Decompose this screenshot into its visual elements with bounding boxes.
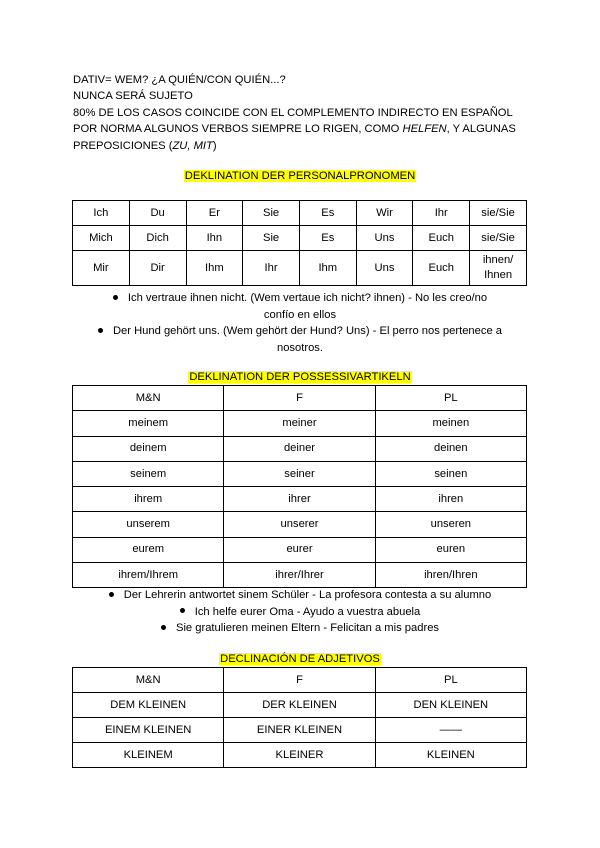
table-cell: KLEINER	[224, 743, 375, 768]
table-cell: Wir	[356, 201, 413, 226]
table-row	[73, 201, 527, 226]
table-header-cell: M&N	[73, 386, 224, 411]
table-row	[73, 512, 527, 537]
bullet-icon	[109, 592, 114, 597]
table-cell: Ich	[73, 201, 130, 226]
table-cell: eurem	[73, 537, 224, 562]
table-row	[73, 718, 527, 743]
table-row	[73, 226, 527, 251]
table-cell: Ihm	[186, 251, 243, 286]
table-header-cell: PL	[375, 668, 526, 693]
table-cell: Uns	[356, 251, 413, 286]
table-cell: Er	[186, 201, 243, 226]
possessive-articles-heading: DEKLINATION DER POSSESSIVARTIKELN	[189, 371, 411, 383]
table-cell: sie/Sie	[470, 226, 527, 251]
table-row	[73, 411, 527, 436]
table-row	[73, 251, 527, 286]
table-header-cell: F	[224, 668, 375, 693]
table-cell: Mich	[73, 226, 130, 251]
table-row	[73, 537, 527, 562]
intro-line-sujeto: NUNCA SERÁ SUJETO	[73, 90, 193, 103]
bullet-icon	[113, 295, 118, 300]
table-cell: Sie	[243, 226, 300, 251]
table-cell: KLEINEM	[73, 743, 224, 768]
table-cell: meinen	[375, 411, 526, 436]
table-cell: ihrem	[73, 487, 224, 512]
list-item-continuation: nosotros.	[276, 341, 324, 354]
intro-block	[73, 72, 543, 154]
table-cell: seinen	[375, 461, 526, 486]
table-cell: ihrem/Ihrem	[73, 563, 224, 588]
intro-line-dativ: DATIV= WEM? ¿A QUIÉN/CON QUIÉN...?	[73, 74, 286, 86]
table-cell: unserem	[73, 512, 224, 537]
table-cell: euren	[375, 537, 526, 562]
intro-line-verbos: POR NORMA ALGUNOS VERBOS SIEMPRE LO RIGEN, COMO HELFEN, Y ALGUNAS	[73, 123, 516, 136]
table-cell: deiner	[224, 436, 375, 461]
intro-line-preposiciones: PREPOSICIONES (ZU, MIT)	[73, 139, 217, 152]
table-row	[73, 693, 527, 718]
bullet-icon	[98, 328, 103, 333]
list-item: Ich vertraue ihnen nicht. (Wem vertaue ich nicht? ihnen) - No les creo/no	[0, 290, 600, 307]
table-cell: ihrer	[224, 487, 375, 512]
table-cell: Es	[299, 201, 356, 226]
table-cell: KLEINEN	[375, 743, 526, 768]
table-cell: seiner	[224, 461, 375, 486]
personal-examples-list	[0, 290, 600, 356]
bullet-icon	[180, 608, 185, 613]
list-item: Der Hund gehört uns. (Wem gehört der Hund? Uns) - El perro nos pertenece a	[0, 323, 600, 340]
bullet-icon	[161, 625, 166, 630]
adjectives-table	[72, 667, 527, 768]
table-cell: Ihm	[299, 251, 356, 286]
table-row	[73, 461, 527, 486]
table-cell: Ihr	[413, 201, 470, 226]
table-cell: Dir	[129, 251, 186, 286]
table-cell: Du	[129, 201, 186, 226]
table-cell: Dich	[129, 226, 186, 251]
personal-pronouns-table	[72, 200, 527, 286]
table-cell: meiner	[224, 411, 375, 436]
table-cell: ——	[375, 718, 526, 743]
table-cell: ihren	[375, 487, 526, 512]
table-row	[73, 563, 527, 588]
table-cell: Ihn	[186, 226, 243, 251]
table-cell: DER KLEINEN	[224, 693, 375, 718]
table-header-cell: M&N	[73, 668, 224, 693]
table-cell: ihnen/ Ihnen	[470, 251, 527, 286]
table-cell: Euch	[413, 226, 470, 251]
table-row	[73, 487, 527, 512]
adjectives-heading: DECLINACIÓN DE ADJETIVOS	[220, 653, 380, 665]
table-header-cell: PL	[375, 386, 526, 411]
possessive-articles-table	[72, 385, 527, 588]
table-cell: DEN KLEINEN	[375, 693, 526, 718]
table-header-row	[73, 386, 527, 411]
table-row	[73, 743, 527, 768]
list-item: Der Lehrerin antwortet sinem Schüler - La profesora contesta a su alumno	[0, 587, 600, 604]
table-cell: deinem	[73, 436, 224, 461]
table-cell: Mir	[73, 251, 130, 286]
table-cell: sie/Sie	[470, 201, 527, 226]
list-item-continuation: confío en ellos	[263, 308, 337, 321]
table-cell: seinem	[73, 461, 224, 486]
table-header-row	[73, 668, 527, 693]
table-cell: DEM KLEINEN	[73, 693, 224, 718]
table-cell: Uns	[356, 226, 413, 251]
personal-pronouns-heading: DEKLINATION DER PERSONALPRONOMEN	[184, 170, 416, 182]
table-cell: Es	[299, 226, 356, 251]
intro-line-porcentaje: 80% DE LOS CASOS COINCIDE CON EL COMPLEMENTO INDIRECTO EN ESPAÑOL	[73, 106, 513, 119]
table-cell: ihren/Ihren	[375, 563, 526, 588]
table-cell: EINER KLEINEN	[224, 718, 375, 743]
table-cell: meinem	[73, 411, 224, 436]
table-header-cell: F	[224, 386, 375, 411]
table-cell: unseren	[375, 512, 526, 537]
list-item: Ich helfe eurer Oma - Ayudo a vuestra abuela	[0, 604, 600, 621]
table-cell: eurer	[224, 537, 375, 562]
table-cell: ihrer/Ihrer	[224, 563, 375, 588]
table-cell: Euch	[413, 251, 470, 286]
table-cell: EINEM KLEINEN	[73, 718, 224, 743]
possessive-examples-list	[0, 587, 600, 637]
table-cell: Ihr	[243, 251, 300, 286]
table-cell: Sie	[243, 201, 300, 226]
table-cell: deinen	[375, 436, 526, 461]
table-row	[73, 436, 527, 461]
list-item: Sie gratulieren meinen Eltern - Felicitan a mis padres	[0, 620, 600, 637]
table-cell: unserer	[224, 512, 375, 537]
